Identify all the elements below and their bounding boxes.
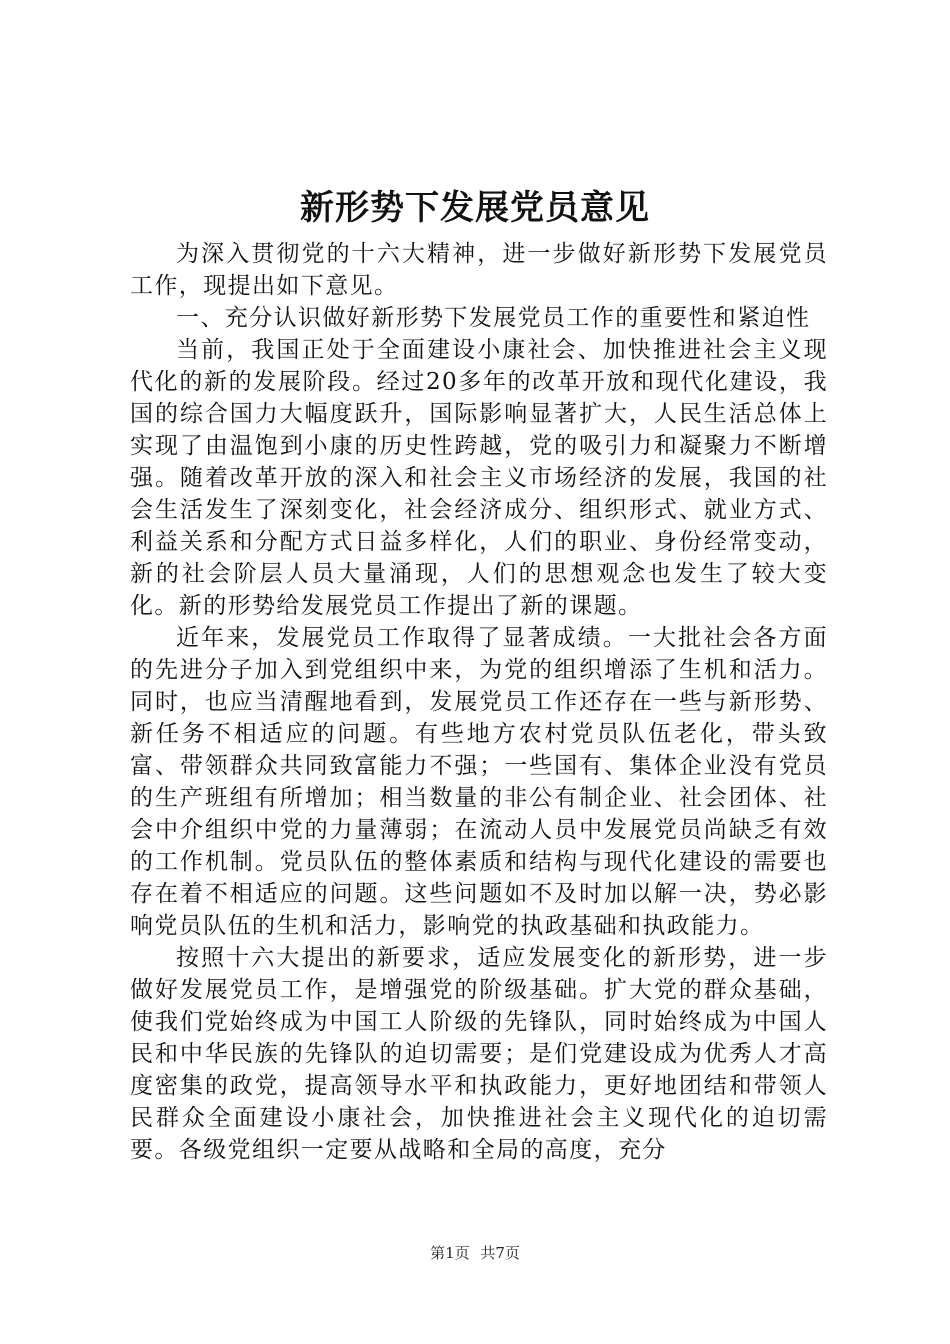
paragraph-recent-years: 近年来，发展党员工作取得了显著成绩。一大批社会各方面的先进分子加入到党组织中来，为党的组织增添了生机和活力。同时，也应当清醒地看到，发展党员工作还存在一些与新形势、新任务不相适应的问题。有些地方农村党员队伍老化，带头致富、带领群众共同致富能力不强；一些国有、集体企业没有党员的生产班组有所增加；相当数量的非公有制企业、社会团体、社会中介组织中党的力量薄弱；在流动人员中发展党员尚缺乏有效的工作机制。党员队伍的整体素质和结构与现代化建设的需要也存在着不相适应的问题。这些问题如不及时加以解一决，势必影响党员队伍的生机和活力，影响党的执政基础和执政能力。 (130, 625, 828, 939)
paragraph-requirements: 按照十六大提出的新要求，适应发展变化的新形势，进一步做好发展党员工作，是增强党的阶级基础。扩大党的群众基础，使我们党始终成为中国工人阶级的先锋队，同时始终成为中国人民和中华民族的先锋队的迫切需要；是们党建设成为优秀人才高度密集的政党，提高领导水平和执政能力，更好地团结和带领人民群众全面建设小康社会，加快推进社会主义现代化的迫切需要。各级党组织一定要从战略和全局的高度，充分 (130, 945, 828, 1163)
paragraph-current-situation: 当前，我国正处于全面建设小康社会、加快推进社会主义现代化的新的发展阶段。经过20多年的改革开放和现代化建设，我国的综合国力大幅度跃升，国际影响显著扩大，人民生活总体上实现了由温饱到小康的历史性跨越，党的吸引力和凝聚力不断增强。随着改革开放的深入和社会主义市场经济的发展，我国的社会生活发生了深刻变化，社会经济成分、组织形式、就业方式、利益关系和分配方式日益多样化，人们的职业、身份经常变动，新的社会阶层人员大量涌现，人们的思想观念也发生了较大变化。新的形势给发展党员工作提出了新的课题。 (130, 337, 828, 619)
document-body (130, 238, 828, 1166)
document-title: 新形势下发展党员意见 (300, 188, 650, 228)
paragraph-intro: 为深入贯彻党的十六大精神，进一步做好新形势下发展党员工作，现提出如下意见。 (130, 241, 828, 299)
page-total: 共7页 (480, 1244, 520, 1262)
page-footer (0, 1241, 950, 1265)
section-heading-1: 一、充分认识做好新形势下发展党员工作的重要性和紧迫性 (176, 305, 811, 331)
page-number: 第1页 (430, 1244, 470, 1262)
